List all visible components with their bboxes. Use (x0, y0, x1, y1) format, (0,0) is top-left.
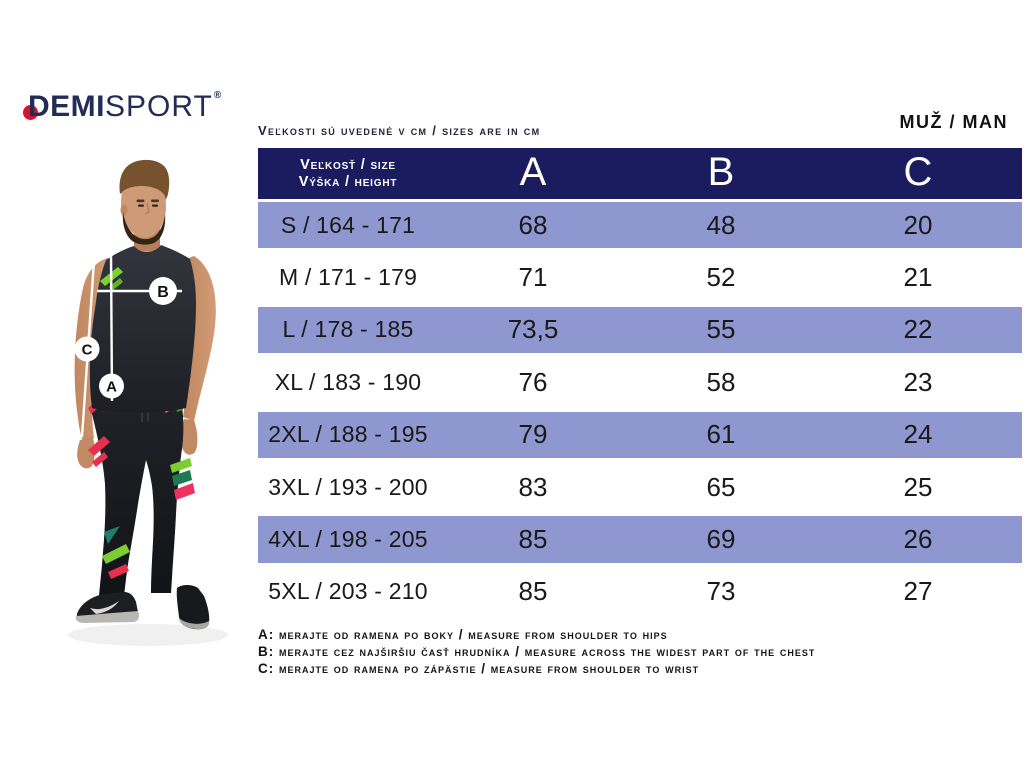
size-header-line2: Výška / height (298, 173, 398, 190)
marker-a-label: A (106, 378, 117, 396)
marker-c-label: C (81, 341, 93, 359)
units-note: Veľkosti sú uvedené v cm / sizes are in cm (258, 123, 541, 138)
brand-logo (28, 90, 222, 124)
size-cell: XL / 183 - 190 (274, 368, 422, 395)
value-cell-b: 73 (706, 576, 736, 607)
legend-line-c: C: merajte od ramena po zápästie / measure from shoulder to wrist (258, 661, 700, 676)
value-cell-c: 20 (903, 209, 933, 240)
value-cell-c: 21 (903, 262, 933, 293)
size-cell: S / 164 - 171 (280, 211, 416, 238)
column-header-b: B (707, 150, 735, 194)
table-row (258, 199, 1022, 251)
marker-a (99, 374, 124, 399)
logo-text-bold (28, 90, 105, 123)
value-cell-a: 71 (518, 262, 548, 293)
value-cell-c: 22 (903, 314, 933, 345)
table-row (258, 513, 1022, 565)
value-cell-b: 52 (706, 262, 736, 293)
value-cell-a: 79 (518, 419, 548, 450)
marker-b-label: B (157, 284, 169, 301)
value-cell-b: 69 (706, 524, 736, 555)
logo-bold-label: DEMI (28, 90, 105, 123)
column-header-a: A (519, 150, 547, 194)
measure-legend (258, 626, 815, 677)
size-cell: 3XL / 193 - 200 (268, 473, 428, 500)
value-cell-a: 73,5 (507, 314, 559, 345)
value-cell-b: 58 (706, 366, 736, 397)
size-cell: 2XL / 188 - 195 (268, 421, 428, 448)
value-cell-c: 23 (903, 366, 933, 397)
size-table-header-row (258, 148, 1022, 199)
marker-c (75, 337, 100, 362)
marker-b (149, 277, 177, 305)
value-cell-a: 83 (518, 471, 548, 502)
value-cell-c: 27 (903, 576, 933, 607)
table-row (258, 409, 1022, 461)
value-cell-a: 76 (518, 366, 548, 397)
table-row (258, 251, 1022, 303)
value-cell-c: 24 (903, 419, 933, 450)
size-cell: 5XL / 203 - 210 (268, 578, 428, 605)
size-column-header (258, 157, 438, 191)
legend-line-a: A: merajte od ramena po boky / measure from shoulder to hips (258, 627, 668, 642)
value-cell-c: 25 (903, 471, 933, 502)
value-cell-a: 68 (518, 209, 548, 240)
column-header-c: C (903, 150, 933, 194)
size-cell: M / 171 - 179 (278, 264, 418, 291)
size-cell: 4XL / 198 - 205 (268, 526, 428, 553)
gender-label: MUŽ / MAN (899, 112, 1008, 132)
model-photo (30, 140, 250, 670)
value-cell-b: 48 (706, 209, 736, 240)
size-header-line1: Veľkosť / size (300, 156, 396, 173)
value-cell-c: 26 (903, 524, 933, 555)
value-cell-b: 65 (706, 471, 736, 502)
table-row (258, 461, 1022, 513)
table-row (258, 566, 1022, 618)
legend-line-b: B: merajte cez najširšiu časť hrudníka / measure across the widest part of the chest (258, 644, 816, 659)
registered-mark: ® (213, 90, 222, 101)
size-cell: L / 178 - 185 (282, 316, 414, 343)
table-row (258, 304, 1022, 356)
table-row (258, 356, 1022, 408)
value-cell-b: 61 (706, 419, 736, 450)
value-cell-b: 55 (706, 314, 736, 345)
model-illustration (68, 160, 228, 646)
size-table (258, 148, 1022, 618)
value-cell-a: 85 (518, 576, 548, 607)
logo-light-label: SPORT (105, 90, 213, 123)
value-cell-a: 85 (518, 524, 548, 555)
